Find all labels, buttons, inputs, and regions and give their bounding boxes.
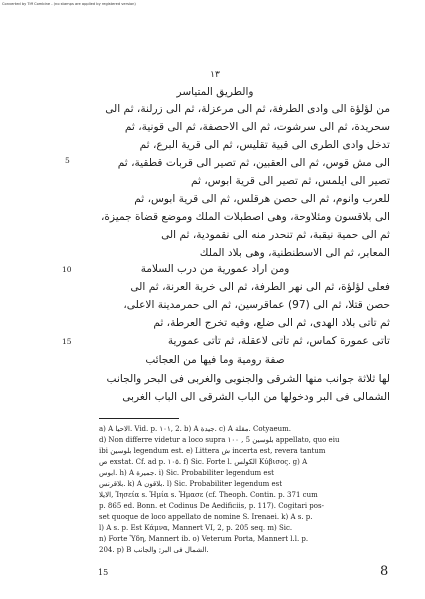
section-heading: صفة رومية وما فيها من العجائب bbox=[145, 354, 285, 366]
text-line: الشمالى فى البر ودخولها من الباب الشرقى الى الباب الغربى bbox=[122, 391, 390, 403]
signature-mark: 15 bbox=[98, 568, 109, 577]
line-number-10: 10 bbox=[62, 265, 72, 274]
text-line: المعابر، ثم الى الاسطنطنية، وهى بلاد الملك bbox=[199, 247, 390, 259]
text-line: لها ثلاثة جوانب منها الشرقى والجنوبى والغربى فى البحر والجانب bbox=[106, 373, 390, 385]
page-number: ١٣ bbox=[210, 70, 220, 80]
footnote-line: بلاقرنس. k) A بلاقون. l) Sic. Probabiliter legendum est bbox=[99, 480, 283, 488]
text-line: ثم الى حمية نيقبة، ثم تنحدر منه الى نقمودية، ثم الى bbox=[161, 229, 390, 241]
signature-number: 8 bbox=[380, 564, 389, 579]
footnote-line: set quoque de loco appellato de nomine S. Irenaei. k) A s. p. bbox=[99, 513, 313, 521]
text-line: الى بلاقسون ومئلاوحة، وهى اصطبلات الملك وموضع قضاة جميزة، bbox=[100, 211, 390, 223]
text-line: من لؤلؤة الى وادى الطرفة، ثم الى مرعزلة، ثم الى زرلنة، ثم الى bbox=[105, 103, 390, 115]
text-line: سحريدة، ثم الى سرشوت، ثم الى الاحصفة، ثم الى قونية، ثم bbox=[124, 121, 390, 133]
text-line: تدخل وادى الطرى الى قبية تقليس، ثم الى قرية البرع، ثم bbox=[139, 139, 390, 151]
footnote-line: الايلا, Ἰησεία s. Ἡμία s. Ἠμασε (cf. Theoph. Contin. p. 371 cum bbox=[99, 491, 318, 499]
footnote-line: p. 865 ed. Bonn. et Codinus De Aedificiis, p. 117). Cogitari pos- bbox=[99, 502, 324, 510]
footnote-line: 204. p) B الشمال فى البر; والجانب. bbox=[99, 546, 209, 554]
line-number-15: 15 bbox=[62, 337, 72, 346]
footnote-line: ibi بلوسين legendum est. e) Littera ش incerta est, revera tantum bbox=[99, 447, 326, 455]
text-line: تصير الى ايلمس، ثم تصير الى قرية ابوس، ثم bbox=[191, 175, 390, 187]
footnote-line: ابوس. h) A جميرة. i) Sic. Probabiliter legendum est bbox=[99, 469, 274, 477]
footnote-line: d) Non differre videtur a loco supra ١٠٠ , 5 بلوسين appellato, quo eiu bbox=[99, 436, 340, 444]
footnote-line: a) A الاحيا. Vid. p. ١٠١, 2. b) A جيدة. c) A مقلة. Cotyaeum. bbox=[99, 425, 292, 433]
section-heading: ومن اراد عمورية من درب السلامة bbox=[140, 263, 290, 275]
footnote-line: l) A s. p. Est Κάμνα, Mannert VI, 2, p. 205 seq. m) Sic. bbox=[99, 524, 293, 532]
text-line: فعلى لؤلؤة، ثم الى نهر الطرفة، ثم الى خربة العرنة، ثم الى bbox=[130, 281, 390, 293]
line-number-5: 5 bbox=[65, 156, 70, 165]
text-line: حصن قتلا، ثم الى (97) عماقرسين، ثم الى حمرمدينة الاعلى، bbox=[123, 299, 390, 311]
text-line: تأتى عمورة كماس، ثم تأتى لاعقلة، ثم تأتى عمورية bbox=[167, 335, 390, 347]
converter-banner: Converted by Tiff Combine - (no stamps are applied by registered version) bbox=[0, 0, 425, 8]
text-line: ثم تأتى بلاد الهدى، ثم الى ضلع، وفيه تخرج العرطة، ثم bbox=[153, 317, 390, 329]
text-line: الى مش قوس، ثم الى العقبين، ثم تصير الى قربات قطقية، ثم bbox=[117, 157, 390, 169]
footnote-line: ص exstat. Cf. ad p. ١٠٥. f) Sic. Forte l. الكولس Κύβισος. g) A bbox=[99, 458, 308, 466]
section-heading: والطريق المتياسر bbox=[176, 86, 254, 98]
footnote-divider bbox=[99, 418, 179, 419]
text-line: للعرب وانوم، ثم الى حصن هرقلس، ثم الى قرية ابوس، ثم bbox=[134, 193, 390, 205]
footnote-line: n) Forte Ὑδη, Mannert ib. o) Veterum Porta, Mannert l.l. p. bbox=[99, 535, 309, 543]
